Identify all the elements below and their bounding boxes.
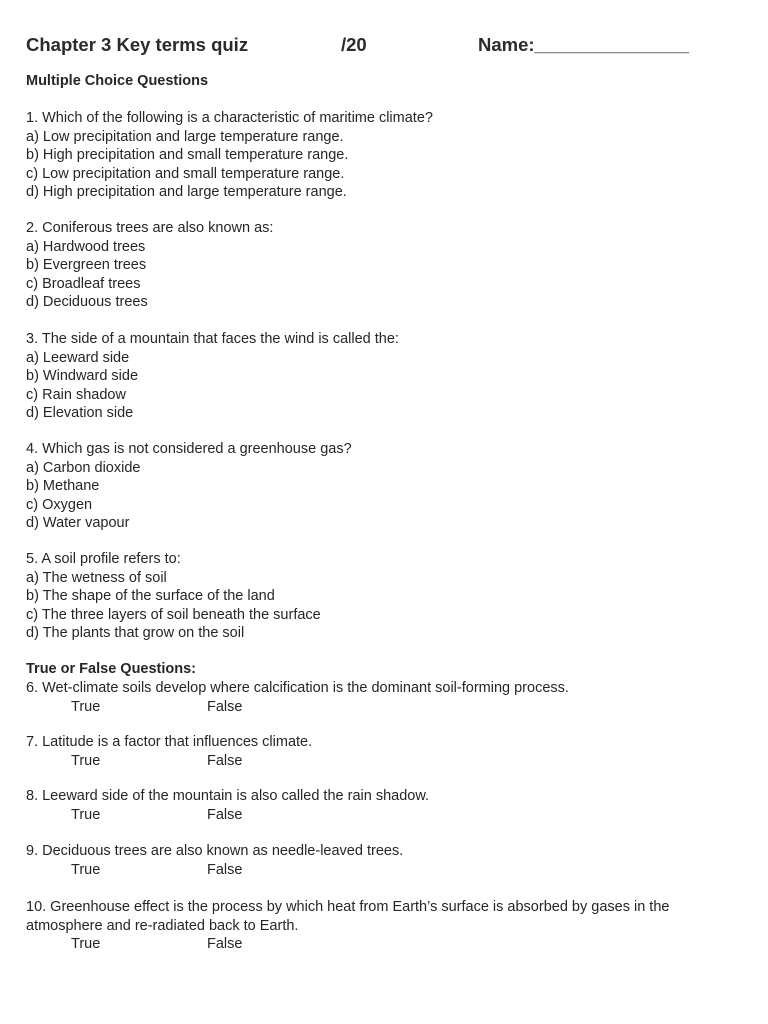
mc-question-4: [26, 440, 746, 533]
option-c: c) Rain shadow: [26, 386, 126, 403]
false-option: False: [207, 698, 243, 715]
true-false-options: [26, 861, 746, 880]
option-b: b) The shape of the surface of the land: [26, 588, 275, 604]
true-option: True: [71, 936, 101, 952]
option-b: b) Methane: [26, 478, 100, 494]
question-text: 7. Latitude is a factor that influences climate.: [26, 734, 313, 750]
option-c: c) Oxygen: [26, 496, 93, 513]
option-d: d) Deciduous trees: [26, 294, 148, 310]
option-d: d) High precipitation and large temperature range.: [26, 184, 347, 200]
mc-question-5: [26, 550, 746, 643]
option-d: d) Water vapour: [26, 515, 130, 531]
false-option: False: [207, 752, 243, 769]
option-a: a) Leeward side: [26, 349, 130, 366]
question-text: 2. Coniferous trees are also known as:: [26, 220, 274, 236]
mc-question-1: [26, 109, 746, 202]
tf-question-6: [26, 679, 746, 716]
option-b: b) High precipitation and small temperature range.: [26, 147, 349, 163]
option-b: b) Windward side: [26, 368, 139, 384]
name-field: Name:_______________: [478, 34, 689, 55]
tf-question-7: [26, 733, 746, 770]
tf-question-8: [26, 787, 746, 824]
quiz-title: Chapter 3 Key terms quiz: [26, 34, 249, 55]
true-option: True: [71, 806, 101, 823]
tf-section-heading: True or False Questions:: [26, 661, 197, 677]
mc-section-heading: Multiple Choice Questions: [26, 73, 209, 89]
true-false-options: [26, 806, 746, 825]
quiz-header: [26, 34, 746, 56]
option-a: a) The wetness of soil: [26, 569, 167, 586]
option-c: c) The three layers of soil beneath the surface: [26, 606, 321, 623]
question-text: 9. Deciduous trees are also known as needle-leaved trees.: [26, 843, 404, 859]
option-a: a) Hardwood trees: [26, 238, 146, 255]
option-a: a) Low precipitation and large temperature range.: [26, 128, 344, 145]
question-text: 4. Which gas is not considered a greenhouse gas?: [26, 441, 352, 457]
quiz-score: /20: [341, 34, 367, 55]
option-c: c) Low precipitation and small temperature range.: [26, 165, 345, 182]
question-text: 6. Wet-climate soils develop where calcification is the dominant soil-forming process.: [26, 680, 569, 696]
option-a: a) Carbon dioxide: [26, 459, 141, 476]
mc-question-3: [26, 330, 746, 423]
question-text: 8. Leeward side of the mountain is also called the rain shadow.: [26, 788, 430, 804]
false-option: False: [207, 936, 243, 952]
option-d: d) The plants that grow on the soil: [26, 625, 245, 641]
true-option: True: [71, 698, 101, 715]
option-c: c) Broadleaf trees: [26, 275, 141, 292]
option-b: b) Evergreen trees: [26, 257, 147, 273]
question-text: 1. Which of the following is a characteristic of maritime climate?: [26, 110, 433, 126]
question-text: 3. The side of a mountain that faces the wind is called the:: [26, 331, 399, 347]
option-d: d) Elevation side: [26, 405, 134, 421]
tf-question-9: [26, 842, 746, 879]
true-false-options: [26, 935, 746, 954]
question-text: 10. Greenhouse effect is the process by which heat from Earth’s surface is absorbed by gases in the atmosphere and re-radiated back to Earth.: [26, 899, 670, 934]
tf-question-10: [26, 898, 746, 954]
true-option: True: [71, 752, 101, 769]
mc-question-2: [26, 219, 746, 312]
true-false-options: [26, 752, 746, 771]
false-option: False: [207, 806, 243, 823]
true-option: True: [71, 861, 101, 878]
false-option: False: [207, 861, 243, 878]
question-text: 5. A soil profile refers to:: [26, 551, 181, 567]
true-false-options: [26, 698, 746, 717]
